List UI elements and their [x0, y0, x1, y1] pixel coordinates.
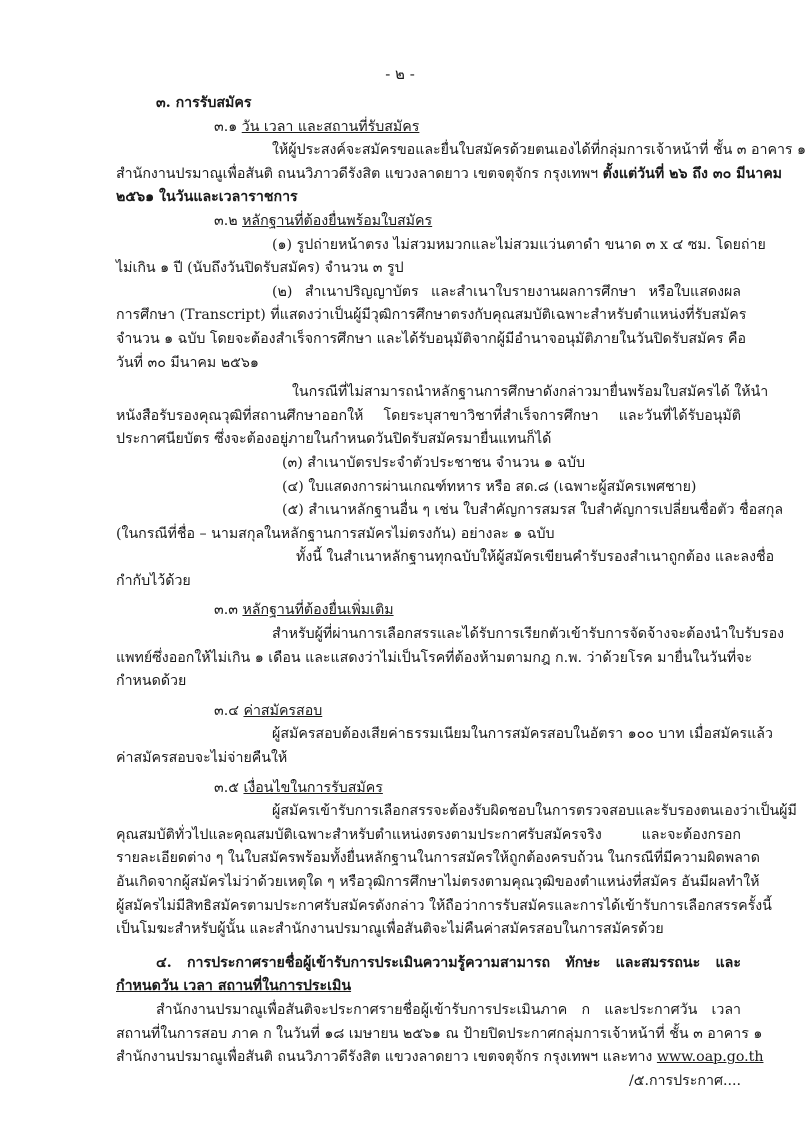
paragraph-line: สำนักงานปรมาณูเพื่อสันติจะประกาศรายชื่อผู้เข้ารับการประเมินภาค ก และประกาศวัน เวลา: [156, 1001, 741, 1018]
paragraph-line: ผู้สมัครไม่มีสิทธิสมัครตามประกาศรับสมัครดังกล่าว ให้ถือว่าการรับสมัครและการได้เข้ารับการเลือกสรรครั้งนี้: [116, 897, 772, 914]
paragraph-line: ผู้สมัครสอบต้องเสียค่าธรรมเนียมในการสมัครสอบในอัตรา ๑๐๐ บาท เมื่อสมัครแล้ว: [272, 726, 773, 743]
paragraph-line: แพทย์ซึ่งออกให้ไม่เกิน ๑ เดือน และแสดงว่าไม่เป็นโรคที่ต้องห้ามตามกฎ ก.พ. ว่าด้วยโรค มายื่นในวันที่จะ: [116, 649, 753, 666]
certify-note: ทั้งนี้ ในสำเนาหลักฐานทุกฉบับให้ผู้สมัครเขียนคำรับรองสำเนาถูกต้อง และลงชื่อ: [296, 549, 775, 566]
paragraph-line: [116, 1046, 764, 1070]
subsection-title: หลักฐานที่ต้องยื่นเพิ่มเติม: [242, 602, 394, 619]
paragraph-line: ให้ผู้ประสงค์จะสมัครขอและยื่นใบสมัครด้วยตนเองได้ที่กลุ่มการเจ้าหน้าที่ ชั้น ๓ อาคาร ๑: [272, 142, 806, 159]
subsection-number: ๓.๓: [214, 602, 238, 619]
paragraph-line: การศึกษา (Transcript) ที่แสดงว่าเป็นผู้มีวุฒิการศึกษาตรงกับคุณสมบัติเฉพาะสำหรับตำแหน่งที่รับสมัคร: [116, 307, 747, 324]
subsection-number: ๓.๒: [214, 212, 238, 229]
list-item-2: (๒) สำเนาปริญญาบัตร และสำเนาใบรายงานผลการศึกษา หรือใบแสดงผล: [272, 283, 741, 300]
subsection-number: ๓.๑: [214, 118, 238, 135]
list-item-5: (๕) สำเนาหลักฐานอื่น ๆ เช่น ใบสำคัญการสมรส ใบสำคัญการเปลี่ยนชื่อตัว ชื่อสกุล: [282, 502, 784, 519]
subsection-title: เงื่อนไขในการรับสมัคร: [243, 779, 383, 796]
paragraph-line: กำกับไว้ด้วย: [116, 572, 191, 589]
section-4-heading-cont: กำหนดวัน เวลา สถานที่ในการประเมิน: [116, 978, 352, 995]
subsection-3-1-heading: [116, 116, 741, 140]
note-paragraph: ในกรณีที่ไม่สามารถนำหลักฐานการศึกษาดังกล่าวมายื่นพร้อมใบสมัครได้ ให้นำ: [292, 384, 769, 401]
subsection-title: ค่าสมัครสอบ: [243, 702, 323, 719]
list-item-1: (๑) รูปถ่ายหน้าตรง ไม่สวมหมวกและไม่สวมแว่นตาดำ ขนาด ๓ x ๔ ซม. โดยถ่าย: [272, 236, 766, 253]
section-4-heading: ๔. การประกาศรายชื่อผู้เข้ารับการประเมินความรู้ความสามารถ ทักษะ และสมรรถนะ และ: [156, 954, 741, 971]
paragraph-line: เป็นโมฆะสำหรับผู้นั้น และสำนักงานปรมาณูเพื่อสันติจะไม่คืนค่าสมัครสอบในการสมัครด้วย: [116, 921, 664, 938]
paragraph-line: (ในกรณีที่ชื่อ – นามสกุลในหลักฐานการสมัครไม่ตรงกัน) อย่างละ ๑ ฉบับ: [116, 525, 555, 542]
paragraph-line: หนังสือรับรองคุณวุฒิที่สถานศึกษาออกให้ โดยระบุสาขาวิชาที่สำเร็จการศึกษา และวันที่ได้รับอนุมัติ: [116, 407, 741, 424]
continuation-marker: /๕.การประกาศ....: [628, 1072, 741, 1089]
paragraph-line: [116, 163, 783, 187]
paragraph-line: ผู้สมัครเข้ารับการเลือกสรรจะต้องรับผิดชอบในการตรวจสอบและรับรองตนเองว่าเป็นผู้มี: [272, 803, 797, 820]
paragraph-line: สถานที่ในการสอบ ภาค ก ในวันที่ ๑๘ เมษายน ๒๕๖๑ ณ ป้ายปิดประกาศกลุ่มการเจ้าหน้าที่ ชั้น ๓ อาคาร ๑: [116, 1025, 763, 1042]
list-item-4: (๔) ใบแสดงการผ่านเกณฑ์ทหาร หรือ สด.๘ (เฉพาะผู้สมัครเพศชาย): [282, 478, 697, 495]
subsection-number: ๓.๕: [214, 779, 239, 796]
text-span: สำนักงานปรมาณูเพื่อสันติ ถนนวิภาวดีรังสิต แขวงลาดยาว เขตจตุจักร กรุงเทพฯ และทาง: [116, 1049, 653, 1066]
paragraph-line: อันเกิดจากผู้สมัครไม่ว่าด้วยเหตุใด ๆ หรือวุฒิการศึกษาไม่ตรงตามคุณวุฒิของตำแหน่งที่สมัคร อันมีผลทำให้: [116, 874, 760, 890]
subsection-number: ๓.๔: [214, 702, 239, 719]
subsection-title: วัน เวลา และสถานที่รับสมัคร: [241, 118, 420, 135]
paragraph-line: ค่าสมัครสอบจะไม่จ่ายคืนให้: [116, 750, 288, 767]
paragraph-line: สำหรับผู้ที่ผ่านการเลือกสรรและได้รับการเรียกตัวเข้ารับการจัดจ้างจะต้องนำใบรับรอง: [272, 626, 785, 643]
paragraph-line: ๒๕๖๑ ในวันและเวลาราชการ: [116, 189, 298, 206]
paragraph-line: คุณสมบัติทั่วไปและคุณสมบัติเฉพาะสำหรับตำแหน่งตรงตามประกาศรับสมัครจริง และจะต้องกรอก: [116, 826, 741, 843]
website-link[interactable]: www.oap.go.th: [656, 1049, 764, 1066]
subsection-3-3-heading: [116, 599, 741, 623]
page-number: - ๒ -: [385, 65, 415, 83]
paragraph-line: จำนวน ๑ ฉบับ โดยจะต้องสำเร็จการศึกษา และได้รับอนุมัติจากผู้มีอำนาจอนุมัติภายในวันปิดรับสมัคร คือ: [116, 330, 747, 347]
document-body: [116, 92, 806, 1093]
section-3-heading: ๓. การรับสมัคร: [156, 95, 252, 111]
text-span: สำนักงานปรมาณูเพื่อสันติ ถนนวิภาวดีรังสิต แขวงลาดยาว เขตจตุจักร กรุงเทพฯ: [116, 165, 599, 182]
paragraph-line: รายละเอียดต่าง ๆ ในใบสมัครพร้อมทั้งยื่นหลักฐานในการสมัครให้ถูกต้องครบถ้วน ในกรณีที่มีความผิดพลาด: [116, 850, 760, 867]
subsection-3-5-heading: [116, 777, 741, 801]
paragraph-line: วันที่ ๓๐ มีนาคม ๒๕๖๑: [116, 354, 259, 371]
list-item-3: (๓) สำเนาบัตรประจำตัวประชาชน จำนวน ๑ ฉบับ: [282, 454, 585, 471]
subsection-3-2-heading: [116, 210, 741, 234]
paragraph-line: ประกาศนียบัตร ซึ่งจะต้องอยู่ภายในกำหนดวันปิดรับสมัครมายื่นแทนก็ได้: [116, 431, 552, 448]
subsection-title: หลักฐานที่ต้องยื่นพร้อมใบสมัคร: [242, 212, 433, 229]
paragraph-line: ไม่เกิน ๑ ปี (นับถึงวันปิดรับสมัคร) จำนวน ๓ รูป: [116, 260, 404, 277]
subsection-3-4-heading: [116, 700, 741, 724]
paragraph-line: กำหนดด้วย: [116, 673, 187, 690]
bold-span: ตั้งแต่วันที่ ๒๖ ถึง ๓๐ มีนาคม: [602, 165, 783, 182]
